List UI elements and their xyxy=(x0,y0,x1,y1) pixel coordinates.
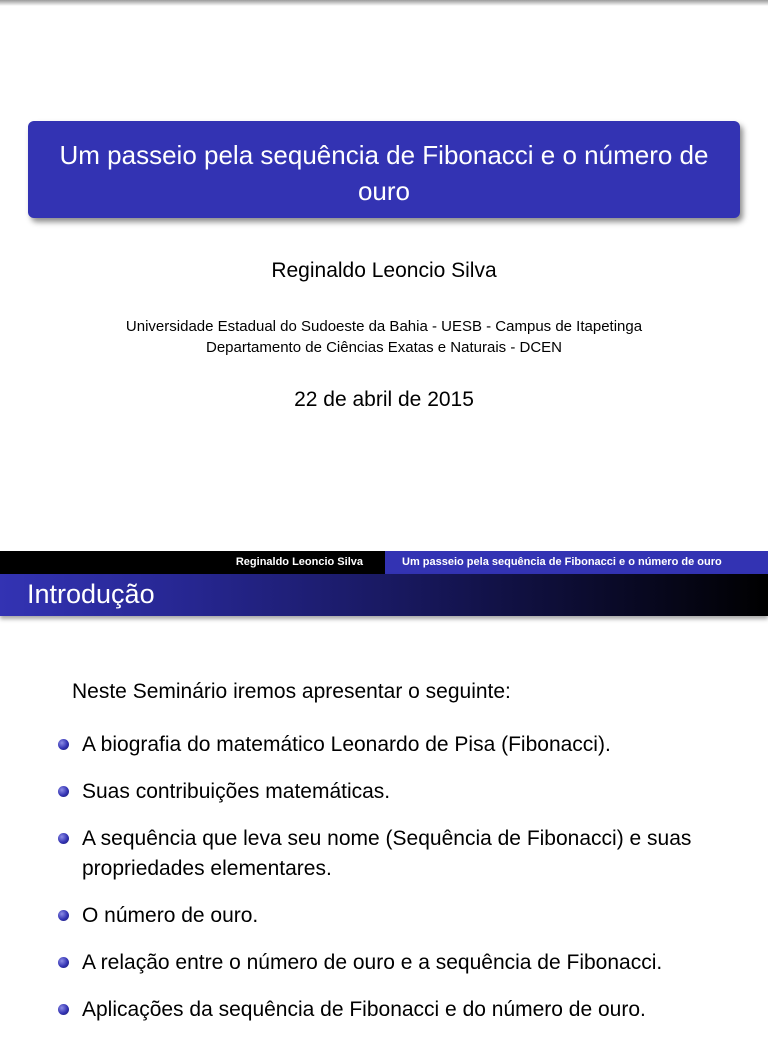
institute-line-1: Universidade Estadual do Sudoeste da Bahia - UESB - Campus de Itapetinga xyxy=(125,318,643,335)
bullet-ball-icon xyxy=(58,786,69,797)
bullet-ball-icon xyxy=(58,957,69,968)
list-item xyxy=(0,948,768,978)
intro-lead-text: Neste Seminário iremos apresentar o seguinte: xyxy=(72,680,511,703)
list-item-text: A relação entre o número de ouro e a sequência de Fibonacci. xyxy=(82,951,663,974)
topic-list xyxy=(0,730,768,1042)
list-item-text: A biografia do matemático Leonardo de Pisa (Fibonacci). xyxy=(82,733,611,756)
bullet-ball-icon xyxy=(58,739,69,750)
frame-title-bar xyxy=(0,574,768,616)
author-name: Reginaldo Leoncio Silva xyxy=(271,259,497,282)
bullet-ball-icon xyxy=(58,910,69,921)
footer-author: Reginaldo Leoncio Silva xyxy=(0,551,385,574)
institute-line-2: Departamento de Ciências Exatas e Naturais - DCEN xyxy=(206,339,562,356)
list-item xyxy=(0,730,768,760)
list-item-text: A sequência que leva seu nome (Sequência de Fibonacci) e suas propriedades elementares. xyxy=(82,827,692,880)
slide-footer xyxy=(0,551,768,574)
list-item xyxy=(0,777,768,807)
list-item xyxy=(0,901,768,931)
presentation-date: 22 de abril de 2015 xyxy=(294,388,474,411)
slide-title: Um passeio pela sequência de Fibonacci e o número de ouro xyxy=(59,140,709,206)
list-item xyxy=(0,824,768,884)
list-item-text: O número de ouro. xyxy=(82,904,259,927)
list-item-text: Suas contribuições matemáticas. xyxy=(82,780,391,803)
bullet-ball-icon xyxy=(58,1004,69,1015)
list-item xyxy=(0,995,768,1025)
footer-title: Um passeio pela sequência de Fibonacci e o número de ouro xyxy=(385,551,768,574)
slide-title-box xyxy=(28,121,740,218)
frame-title: Introdução xyxy=(27,579,155,609)
institute xyxy=(0,316,768,358)
list-item-text: Aplicações da sequência de Fibonacci e do número de ouro. xyxy=(82,998,646,1021)
bullet-ball-icon xyxy=(58,833,69,844)
